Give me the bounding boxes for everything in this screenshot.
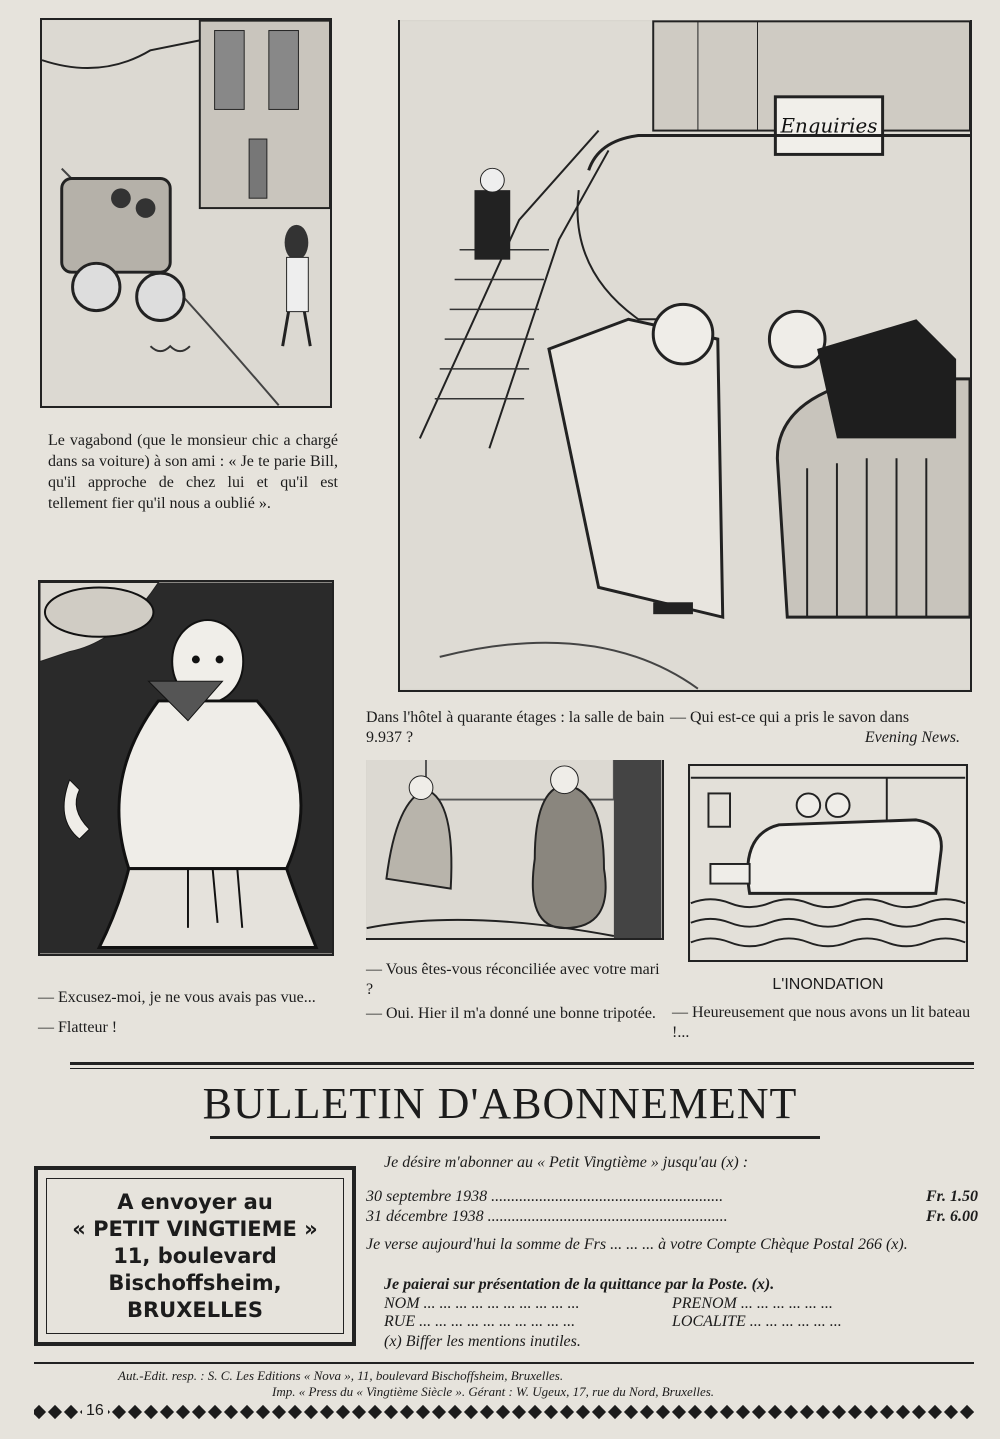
localite-field-text: LOCALITE ... ... ... ... ... ... bbox=[672, 1313, 842, 1330]
ornament-diamond bbox=[832, 1405, 846, 1419]
rue-field-text: RUE ... ... ... ... ... ... ... ... ... ... bbox=[384, 1313, 576, 1330]
bottom-border-ornament bbox=[34, 1404, 974, 1420]
flood-caption bbox=[672, 1003, 977, 1043]
ornament-diamond bbox=[736, 1405, 750, 1419]
cartoon-couple-illustration bbox=[366, 760, 664, 940]
ornament-diamond bbox=[944, 1405, 958, 1419]
flood-title bbox=[688, 975, 968, 995]
address-line1: A envoyer au bbox=[117, 1189, 273, 1214]
ornament-diamond bbox=[464, 1405, 478, 1419]
hotel-caption-left-text: Dans l'hôtel à quarante étages : la salle de bain 9.937 ? bbox=[366, 709, 665, 746]
ornament-diamond bbox=[560, 1405, 574, 1419]
ornament-diamond bbox=[912, 1405, 926, 1419]
car-caption bbox=[48, 430, 338, 514]
hotel-drawing bbox=[400, 20, 970, 690]
flood-title-text: L'INONDATION bbox=[772, 976, 884, 993]
form-note: (x) Biffer les mentions inutiles. bbox=[384, 1333, 581, 1350]
car-caption-text: Le vagabond (que le monsieur chic a chargé dans sa voiture) à son ami : « Je te parie Bill, qu'il approche de chez lui et qu'il est tellement fier qu'il nous a oublié ». bbox=[48, 432, 338, 512]
fan-caption-line1: — Excusez-moi, je ne vous avais pas vue... bbox=[38, 989, 316, 1006]
ornament-diamond bbox=[320, 1405, 334, 1419]
ornament-diamond bbox=[624, 1405, 638, 1419]
ornament-diamond bbox=[608, 1405, 622, 1419]
footer-line2: Imp. « Press du « Vingtième Siècle ». Gérant : W. Ugeux, 17, rue du Nord, Bruxelles. bbox=[272, 1384, 715, 1399]
paierai-line[interactable]: Je paierai sur présentation de la quittance par la Poste. (x). bbox=[384, 1276, 775, 1293]
ornament-diamond bbox=[400, 1405, 414, 1419]
address-line3: 11, boulevard bbox=[113, 1243, 277, 1268]
ornament-diamond bbox=[336, 1405, 350, 1419]
ornament-diamond bbox=[592, 1405, 606, 1419]
option-september-label: 30 septembre 1938 .......................................................... bbox=[366, 1188, 724, 1205]
ornament-diamond bbox=[672, 1405, 686, 1419]
ornament-diamond bbox=[960, 1405, 974, 1419]
ornament-diamond bbox=[176, 1405, 190, 1419]
localite-field[interactable] bbox=[672, 1313, 978, 1331]
option-december-label: 31 décembre 1938 ............................................................ bbox=[366, 1208, 728, 1225]
ornament-diamond bbox=[64, 1405, 78, 1419]
form-intro: Je désire m'abonner au « Petit Vingtième » jusqu'au (x) : bbox=[384, 1154, 749, 1171]
page-number: 16 bbox=[82, 1402, 108, 1420]
ornament-diamond bbox=[224, 1405, 238, 1419]
bulletin-title: BULLETIN D'ABONNEMENT bbox=[202, 1079, 798, 1128]
ornament-diamond bbox=[160, 1405, 174, 1419]
ornament-diamond bbox=[768, 1405, 782, 1419]
address-line2: « PETIT VINGTIEME » bbox=[72, 1216, 318, 1241]
nom-field-text: NOM ... ... ... ... ... ... ... ... ... ... bbox=[384, 1295, 580, 1312]
ornament-diamond bbox=[896, 1405, 910, 1419]
ornament-diamond bbox=[848, 1405, 862, 1419]
ornament-diamond bbox=[240, 1405, 254, 1419]
ornament-diamond bbox=[304, 1405, 318, 1419]
ornament-diamond bbox=[416, 1405, 430, 1419]
fan-caption-line2: — Flatteur ! bbox=[38, 1019, 118, 1036]
ornament-diamond bbox=[112, 1405, 126, 1419]
hotel-caption-left bbox=[366, 708, 666, 748]
verse-line[interactable] bbox=[366, 1236, 978, 1254]
title-underline bbox=[210, 1136, 820, 1139]
ornament-diamond bbox=[48, 1405, 62, 1419]
ornament-diamond bbox=[480, 1405, 494, 1419]
ornament-diamond bbox=[128, 1405, 142, 1419]
cartoon-fan-lady-illustration bbox=[38, 580, 334, 956]
ornament-diamond bbox=[656, 1405, 670, 1419]
subscription-form bbox=[366, 1154, 978, 1354]
ornament-diamond bbox=[496, 1405, 510, 1419]
verse-line-text: Je verse aujourd'hui la somme de Frs ... ... ... à votre Compte Chèque Postal 266 (x). bbox=[366, 1236, 908, 1253]
couple-drawing bbox=[366, 760, 662, 938]
hotel-caption-right bbox=[670, 708, 960, 748]
footer-line1: Aut.-Edit. resp. : S. C. Les Editions « Nova », 11, boulevard Bischoffsheim, Bruxelles. bbox=[118, 1368, 564, 1383]
ornament-diamond bbox=[208, 1405, 222, 1419]
top-double-rule bbox=[70, 1062, 974, 1065]
ornament-diamond bbox=[368, 1405, 382, 1419]
address-line5: BRUXELLES bbox=[127, 1297, 263, 1322]
ornament-diamond bbox=[512, 1405, 526, 1419]
option-september[interactable] bbox=[366, 1188, 978, 1206]
enquiries-sign-text: Enquiries bbox=[780, 114, 878, 138]
prenom-field[interactable] bbox=[672, 1295, 978, 1313]
top-double-rule-thin bbox=[70, 1068, 974, 1069]
ornament-diamond bbox=[704, 1405, 718, 1419]
ornament-diamond bbox=[784, 1405, 798, 1419]
cartoon-hotel-illustration bbox=[398, 20, 972, 692]
option-december[interactable] bbox=[366, 1208, 978, 1226]
ornament-diamond bbox=[352, 1405, 366, 1419]
fan-lady-drawing bbox=[40, 582, 332, 954]
ornament-diamond bbox=[928, 1405, 942, 1419]
prenom-field-text: PRENOM ... ... ... ... ... ... bbox=[672, 1295, 833, 1312]
couple-caption-line1: — Vous êtes-vous réconciliée avec votre mari ? bbox=[366, 961, 660, 998]
flood-drawing bbox=[690, 766, 966, 960]
ornament-diamond bbox=[432, 1405, 446, 1419]
page-bottom-strip bbox=[34, 1404, 974, 1420]
address-box-inner bbox=[46, 1178, 344, 1334]
ornament-diamond bbox=[192, 1405, 206, 1419]
cartoon-car-illustration bbox=[40, 18, 332, 408]
ornament-diamond bbox=[640, 1405, 654, 1419]
ornament-diamond bbox=[816, 1405, 830, 1419]
ornament-diamond bbox=[688, 1405, 702, 1419]
ornament-diamond bbox=[272, 1405, 286, 1419]
ornament-diamond bbox=[448, 1405, 462, 1419]
ornament-diamond bbox=[384, 1405, 398, 1419]
ornament-diamond bbox=[720, 1405, 734, 1419]
flood-caption-line1: — Heureusement que nous avons un lit bateau !... bbox=[672, 1004, 971, 1041]
ornament-diamond bbox=[528, 1405, 542, 1419]
cartoon-flood-illustration bbox=[688, 764, 968, 962]
nom-field[interactable] bbox=[384, 1295, 674, 1313]
fan-caption bbox=[38, 988, 338, 1038]
ornament-diamond bbox=[34, 1405, 46, 1419]
ornament-diamond bbox=[288, 1405, 302, 1419]
ornament-diamond bbox=[144, 1405, 158, 1419]
footer-rule bbox=[34, 1362, 974, 1364]
option-september-price: Fr. 1.50 bbox=[925, 1188, 978, 1205]
ornament-diamond bbox=[544, 1405, 558, 1419]
couple-caption bbox=[366, 960, 662, 1024]
ornament-diamond bbox=[752, 1405, 766, 1419]
ornament-diamond bbox=[576, 1405, 590, 1419]
ornament-diamond bbox=[864, 1405, 878, 1419]
ornament-diamond bbox=[800, 1405, 814, 1419]
address-box bbox=[34, 1166, 356, 1346]
car-drawing bbox=[42, 20, 330, 406]
hotel-caption-source: Evening News. bbox=[864, 729, 960, 746]
hotel-caption-right-text: — Qui est-ce qui a pris le savon dans bbox=[670, 709, 910, 726]
ornament-diamond bbox=[256, 1405, 270, 1419]
option-december-price: Fr. 6.00 bbox=[925, 1208, 978, 1225]
address-line4: Bischoffsheim, bbox=[108, 1270, 282, 1295]
ornament-diamond bbox=[880, 1405, 894, 1419]
rue-field[interactable] bbox=[384, 1313, 674, 1331]
couple-caption-line2: — Oui. Hier il m'a donné une bonne tripotée. bbox=[366, 1005, 656, 1022]
